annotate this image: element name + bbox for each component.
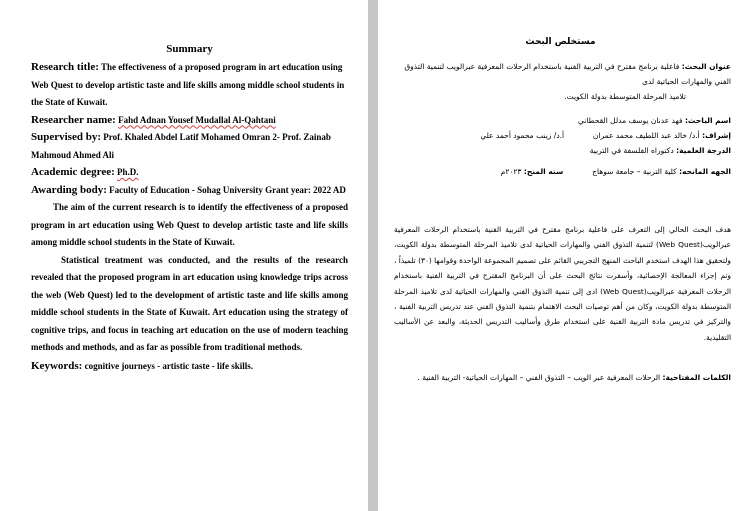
- researcher-row: [31, 112, 348, 130]
- supervised-label: Supervised by:: [31, 131, 101, 143]
- degree-value: Ph.D.: [117, 167, 139, 177]
- awarding-label: Awarding body:: [31, 183, 107, 196]
- research-title-value: The effectiveness of a proposed program in art education using Web Quest to develop artistic taste and life skills among middle school students in the State of Kuwait.: [31, 62, 345, 107]
- degree-row: [31, 164, 348, 182]
- arabic-year-value: ٢٠٢٣م: [500, 167, 522, 176]
- arabic-body-label: الجهه المانحه:: [679, 167, 731, 176]
- arabic-supervisor-1: أ.د/ خالد عبد اللطيف محمد عمران: [592, 131, 700, 140]
- arabic-keywords-label: الكلمات المفتاحية:: [662, 373, 731, 383]
- research-title-row: [31, 59, 348, 112]
- keywords-row: [31, 358, 348, 376]
- arabic-page-title: مستخلص البحث: [525, 37, 596, 47]
- arabic-keywords-value: الرحلات المعرفية عبر الويب – التذوق الفني – المهارات الحياتية- التربية الفنية .: [417, 373, 661, 383]
- awarding-row: [31, 182, 348, 200]
- arabic-title-value-2: تلاميذ المرحلة المتوسطة بدولة الكويت.: [564, 92, 686, 101]
- arabic-supervisor-2: أ.د/ زينب محمود أحمد علي: [480, 131, 565, 140]
- arabic-body-row: [390, 164, 731, 179]
- arabic-degree-row: [390, 143, 731, 158]
- arabic-keywords-row: [390, 371, 731, 385]
- keywords-label: Keywords:: [31, 359, 83, 372]
- arabic-abstract-paragraph: هدف البحث الحالي إلى التعرف على فاعلية برنامج مقترح في التربية الفنية باستخدام الرحلات المعرفية عبرالويب(Web Quest) لتنمية التذوق الفني والمهارات الحياتية لدى تلاميذ المرحلة المتوسطة بدولة الكويت، ولتحقيق هذا الهدف استخدم الباحث المنهج التجريبي القائم على تصميم المجموعة الواحدة وقوامها (٣٠) تلميذاً ، وتم إجراء المعالجة الإحصائية، وأسفرت نتائج البحث على أن البرنامج المقترح في التربية الفنية باستخدام الرحلات المعرفية عبرالويب(Web Quest) ادى إلى تنمية التذوق الفني والمهارات الحياتية لدى تلاميذ المرحلة المتوسطة بدولة الكويت، وكان من أهم توصيات البحث الاهتمام بتنمية التذوق الفني عند تدريس التربية الفنية ، والتركيز في تدريس مادة التربية الفنية على استخدام طرق وأساليب التدريس الحديثة، والبعد عن الأساليب التقليدية.: [394, 225, 731, 342]
- research-title-label: Research title:: [31, 61, 99, 73]
- supervised-value: Prof. Khaled Abdel Latif Mohamed Omran 2- Prof. Zainab Mahmoud Ahmed Ali: [31, 132, 331, 160]
- page-gap: [368, 0, 378, 511]
- english-summary-page: [0, 0, 368, 511]
- arabic-title-value-1: فاعلية برنامج مقترح في التربية الفنية باستخدام الرحلات المعرفية عبرالويب لتنمية التذوق الفني والمهارات الحياتية لدى: [404, 62, 731, 86]
- arabic-supervision-label: إشراف:: [702, 131, 731, 140]
- awarding-value: Faculty of Education - Sohag University Grant year: 2022 AD: [109, 184, 346, 195]
- keywords-value: cognitive journeys - artistic taste - life skills.: [84, 360, 254, 371]
- researcher-label: Researcher name:: [31, 113, 116, 126]
- arabic-degree-label: الدرجة العلمية:: [676, 146, 731, 155]
- arabic-title-row: [390, 59, 731, 89]
- summary-paragraph-results: Statistical treatment was conducted, and the results of the research revealed that the proposed program in art education using knowledge trips across the web (Web Quest) led to the development of artistic taste and life skills among middle school students in the State of Kuwait. Art education using the strategy of cognitive trips, and focus in teaching art education on the use of modern teaching methods and methods, and as far as possible from traditional methods.: [31, 254, 348, 352]
- arabic-year-label: سنه المنح:: [523, 167, 564, 176]
- arabic-supervision-row: [390, 128, 731, 143]
- arabic-title-row-2: [390, 89, 731, 104]
- degree-label: Academic degree:: [31, 166, 115, 178]
- researcher-value: Fahd Adnan Yousef Mudallal Al-Qahtani: [118, 114, 276, 125]
- arabic-degree-value: دكتوراه الفلسفة في التربية: [589, 146, 674, 155]
- arabic-researcher-row: [390, 113, 731, 128]
- summary-paragraph-aim: The aim of the current research is to identify the effectiveness of a proposed program in art education using Web Quest to develop artistic taste and life skills among middle school students in the State of Kuwait.: [31, 202, 348, 247]
- arabic-abstract-page: [378, 0, 753, 511]
- arabic-researcher-value: فهد عدنان يوسف مدلل القحطاني: [578, 116, 683, 125]
- arabic-title-label: عنوان البحث:: [681, 62, 731, 71]
- arabic-body-value: كلية التربية – جامعة سوهاج: [592, 167, 677, 176]
- arabic-researcher-label: اسم الباحث:: [684, 116, 731, 125]
- page-title: Summary: [166, 43, 213, 55]
- supervised-row: [31, 129, 348, 164]
